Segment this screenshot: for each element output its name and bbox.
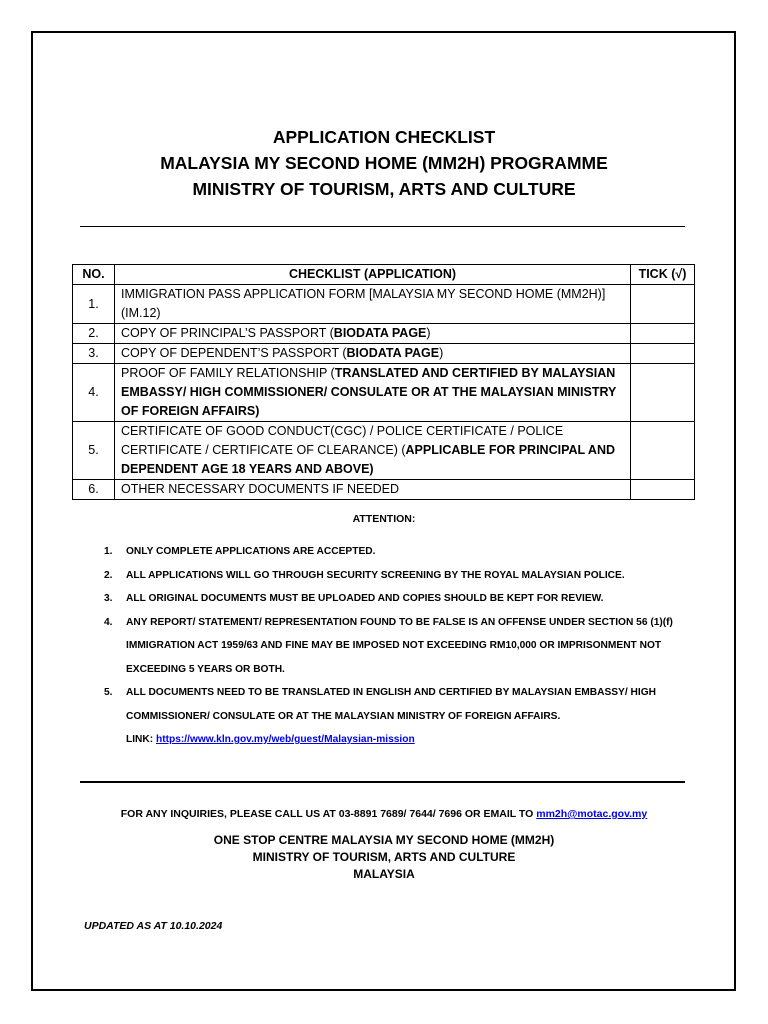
row-number: 2.: [73, 324, 115, 344]
row-item-tail: ): [426, 326, 431, 340]
row-item-text: OTHER NECESSARY DOCUMENTS IF NEEDED: [121, 482, 400, 496]
header-no: NO.: [73, 265, 115, 285]
list-item-text: ALL DOCUMENTS NEED TO BE TRANSLATED IN ENGLISH AND CERTIFIED BY MALAYSIAN EMBASSY/ HIGH COMMISSIONER/ CONSULATE OR AT THE MALAYSIAN MINISTRY OF FOREIGN AFFAIRS.: [126, 687, 656, 722]
table-row: [73, 480, 695, 500]
row-number: 1.: [73, 285, 115, 324]
list-item-number: 2.: [104, 569, 113, 581]
title-line-ministry: MINISTRY OF TOURISM, ARTS AND CULTURE: [192, 179, 576, 199]
row-item-bold: BIODATA PAGE: [346, 346, 440, 360]
inquiry-text: FOR ANY INQUIRIES, PLEASE CALL US AT 03-8891 7689/ 7644/ 7696 OR EMAIL TO: [120, 808, 537, 820]
row-item-text: COPY OF DEPENDENT’S PASSPORT (: [121, 346, 347, 360]
inquiry-line: [0, 808, 768, 820]
row-item: [115, 344, 631, 364]
office-line-centre: ONE STOP CENTRE MALAYSIA MY SECOND HOME (MM2H): [213, 833, 555, 847]
mission-link[interactable]: https://www.kln.gov.my/web/guest/Malaysian-mission: [156, 734, 415, 745]
list-item-text: ANY REPORT/ STATEMENT/ REPRESENTATION FOUND TO BE FALSE IS AN OFFENSE UNDER SECTION 56 (1)(f) IMMIGRATION ACT 1959/63 AND FINE MAY BE IMPOSED NOT EXCEEDING RM10,000 OR IMPRISONMENT NOT EXCEEDING 5 YEARS OR BOTH.: [126, 616, 673, 675]
row-item-text: IMMIGRATION PASS APPLICATION FORM [MALAYSIA MY SECOND HOME (MM2H)] (IM.12): [121, 287, 606, 320]
list-item-number: 3.: [104, 593, 113, 604]
table-row: [73, 422, 695, 480]
row-number: 5.: [73, 422, 115, 480]
title-line-programme: MALAYSIA MY SECOND HOME (MM2H) PROGRAMME: [160, 153, 608, 173]
title-line-checklist: APPLICATION CHECKLIST: [272, 127, 496, 147]
attention-list: [98, 540, 688, 752]
tick-box[interactable]: [631, 422, 695, 480]
footer-divider: [80, 781, 685, 783]
list-item-text: ALL APPLICATIONS WILL GO THROUGH SECURITY SCREENING BY THE ROYAL MALAYSIAN POLICE.: [126, 569, 625, 581]
office-line-ministry: MINISTRY OF TOURISM, ARTS AND CULTURE: [252, 850, 516, 864]
updated-date: UPDATED AS AT 10.10.2024: [84, 920, 223, 932]
row-item-bold: APPLICABLE FOR PRINCIPAL AND DEPENDENT AGE 18 YEARS AND ABOVE): [121, 443, 616, 476]
row-item-text: COPY OF PRINCIPAL’S PASSPORT (: [121, 326, 334, 340]
table-row: [73, 324, 695, 344]
link-label: LINK:: [126, 734, 156, 745]
checklist-header-row: [73, 265, 695, 285]
list-item: [98, 681, 688, 752]
row-item: [115, 364, 631, 422]
document-title: [0, 124, 768, 202]
list-item: [98, 540, 688, 564]
row-item-bold: BIODATA PAGE: [333, 326, 427, 340]
row-item: [115, 422, 631, 480]
header-checklist: CHECKLIST (APPLICATION): [115, 265, 631, 285]
row-item-text: CERTIFICATE OF GOOD CONDUCT(CGC) / POLICE CERTIFICATE / POLICE CERTIFICATE / CERTIFICATE OF CLEARANCE) (: [121, 424, 564, 457]
table-row: [73, 364, 695, 422]
row-item: [115, 324, 631, 344]
row-item: [115, 285, 631, 324]
tick-box[interactable]: [631, 364, 695, 422]
list-item-number: 1.: [104, 546, 113, 557]
table-row: [73, 285, 695, 324]
row-item: [115, 480, 631, 500]
list-item-number: 4.: [104, 616, 113, 628]
row-item-text: PROOF OF FAMILY RELATIONSHIP (: [121, 366, 335, 380]
list-item: [98, 564, 688, 588]
list-item-text: ALL ORIGINAL DOCUMENTS MUST BE UPLOADED AND COPIES SHOULD BE KEPT FOR REVIEW.: [126, 593, 604, 604]
office-address: [0, 832, 768, 883]
list-item-text: ONLY COMPLETE APPLICATIONS ARE ACCEPTED.: [126, 546, 376, 557]
row-number: 4.: [73, 364, 115, 422]
checklist-table: [72, 264, 695, 500]
header-tick: TICK (√): [631, 265, 695, 285]
tick-box[interactable]: [631, 344, 695, 364]
header-divider: [80, 226, 685, 227]
list-item: [98, 611, 688, 682]
tick-box[interactable]: [631, 324, 695, 344]
list-item: [98, 587, 688, 611]
email-link[interactable]: mm2h@motac.gov.my: [536, 808, 648, 820]
row-number: 3.: [73, 344, 115, 364]
list-item-number: 5.: [104, 687, 113, 698]
tick-box[interactable]: [631, 285, 695, 324]
row-number: 6.: [73, 480, 115, 500]
row-item-bold: TRANSLATED AND CERTIFIED BY MALAYSIAN EMBASSY/ HIGH COMMISSIONER/ CONSULATE OR AT THE MALAYSIAN MINISTRY OF FOREIGN AFFAIRS): [121, 366, 617, 418]
office-line-country: MALAYSIA: [353, 867, 415, 881]
row-item-tail: ): [439, 346, 444, 360]
table-row: [73, 344, 695, 364]
attention-heading: ATTENTION:: [352, 513, 416, 525]
tick-box[interactable]: [631, 480, 695, 500]
